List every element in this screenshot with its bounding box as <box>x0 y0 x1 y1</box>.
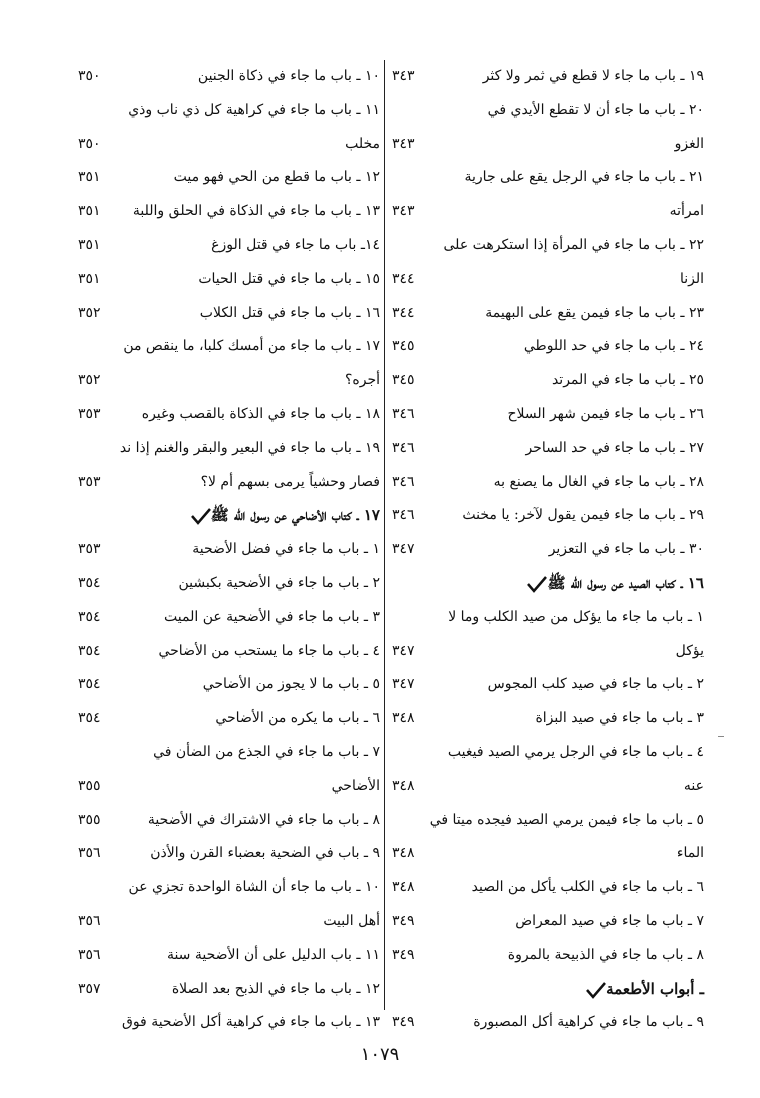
left-column <box>78 60 380 1031</box>
entry-title: مخلب <box>345 135 380 152</box>
entry-title: أهل البيت <box>323 912 380 929</box>
entry-page-number: ٣٤٨ <box>392 845 415 862</box>
entry-page-number: ٣٤٨ <box>392 879 415 896</box>
toc-entry <box>392 60 704 94</box>
entry-page-number: ٣٤٣ <box>392 135 415 152</box>
entry-title: ١٩ ـ باب ما جاء لا قطع في ثمر ولا كثر <box>482 68 704 84</box>
toc-entry <box>78 128 380 162</box>
toc-entry <box>78 195 380 229</box>
entry-page-number: ٣٥٤ <box>78 574 101 591</box>
toc-entry <box>392 161 704 195</box>
entry-page-number: ٣٤٣ <box>392 68 415 84</box>
entry-title: ٢١ ـ باب ما جاء في الرجل يقع على جارية <box>464 169 704 186</box>
toc-entry <box>78 567 380 601</box>
entry-title: ٢٨ ـ باب ما جاء في الغال ما يصنع به <box>493 473 704 490</box>
toc-entry <box>392 905 704 939</box>
section-heading <box>392 973 704 1007</box>
toc-entry <box>392 1006 704 1040</box>
toc-entry <box>78 601 380 635</box>
toc-entry <box>392 837 704 871</box>
entry-page-number: ٣٤٤ <box>392 270 415 287</box>
entry-title: الغزو <box>674 135 704 152</box>
toc-entry <box>78 905 380 939</box>
entry-page-number: ٣٤٧ <box>392 642 415 659</box>
entry-title: ١٤ـ باب ما جاء في قتل الوزغ <box>211 236 380 253</box>
section-heading <box>392 567 704 601</box>
checkmark-icon <box>191 507 211 525</box>
entry-page-number: ٣٤٣ <box>392 203 415 220</box>
toc-entry <box>78 229 380 263</box>
entry-page-number: ٣٤٦ <box>392 439 415 456</box>
toc-entry <box>78 668 380 702</box>
checkmark-icon <box>527 575 547 593</box>
toc-entry <box>392 939 704 973</box>
entry-page-number: ٣٥٠ <box>78 68 101 84</box>
toc-entry <box>78 1006 380 1040</box>
entry-title: ٣٠ ـ باب ما جاء في التعزير <box>548 541 704 558</box>
entry-page-number: ٣٤٨ <box>392 710 415 727</box>
entry-title: ١ ـ باب ما جاء ما يؤكل من صيد الكلب وما لا <box>448 608 704 625</box>
entry-title: ٥ ـ باب ما جاء فيمن يرمي الصيد فيجده ميتا في <box>429 811 704 828</box>
entry-page-number: ٣٥٣ <box>78 541 101 558</box>
entry-title: الأضاحي <box>331 777 380 794</box>
toc-entry <box>78 94 380 128</box>
entry-title: ٤ ـ باب ما جاء ما يستحب من الأضاحي <box>158 642 380 659</box>
section-title: ـ أبواب الأطعمة <box>582 973 704 1007</box>
margin-mark <box>718 736 724 737</box>
toc-entry <box>78 939 380 973</box>
entry-title: ١٩ ـ باب ما جاء في البعير والبقر والغنم إذا ند <box>119 439 380 456</box>
toc-entry <box>78 466 380 500</box>
toc-entry <box>392 432 704 466</box>
entry-page-number: ٣٥٤ <box>78 642 101 659</box>
entry-page-number: ٣٥٦ <box>78 845 101 862</box>
toc-entry <box>78 736 380 770</box>
toc-entry <box>78 330 380 364</box>
entry-title: ٨ ـ باب ما جاء في الذبيحة بالمروة <box>507 946 704 963</box>
entry-title: فصار وحشياً يرمى بسهم أم لا؟ <box>200 473 380 490</box>
toc-entry <box>78 804 380 838</box>
entry-title: ٢٠ ـ باب ما جاء أن لا تقطع الأيدي في <box>487 101 704 118</box>
entry-title: ١٢ ـ باب ما قطع من الحي فهو ميت <box>173 169 380 186</box>
entry-title: ٢٤ ـ باب ما جاء في حد اللوطي <box>523 338 704 355</box>
toc-entry <box>392 94 704 128</box>
toc-entry <box>78 837 380 871</box>
page-number: ١٠٧٩ <box>360 1044 400 1065</box>
entry-title: ١١ ـ باب ما جاء في كراهية كل ذي ناب وذي <box>128 101 380 118</box>
toc-entry <box>392 466 704 500</box>
entry-title: ٣ ـ باب ما جاء في الأضحية عن الميت <box>164 608 380 625</box>
entry-title: ٧ ـ باب ما جاء في صيد المعراض <box>515 912 704 929</box>
entry-page-number: ٣٤٧ <box>392 541 415 558</box>
entry-title: ٧ ـ باب ما جاء في الجذع من الضأن في <box>153 743 380 760</box>
entry-title: ٦ ـ باب ما يكره من الأضاحي <box>215 710 380 727</box>
entry-title: امرأته <box>669 203 704 220</box>
entry-title: ١٥ ـ باب ما جاء في قتل الحيات <box>198 270 380 287</box>
entry-page-number: ٣٥٤ <box>78 710 101 727</box>
entry-title: ١٣ ـ باب ما جاء في كراهية أكل الأضحية فوق <box>121 1014 380 1031</box>
entry-page-number: ٣٥١ <box>78 270 101 287</box>
entry-page-number: ٣٤٦ <box>392 473 415 490</box>
entry-page-number: ٣٤٩ <box>392 1014 415 1031</box>
entry-page-number: ٣٤٦ <box>392 405 415 422</box>
entry-page-number: ٣٥١ <box>78 169 101 186</box>
entry-title: ١٣ ـ باب ما جاء في الذكاة في الحلق واللبة <box>132 203 380 220</box>
entry-page-number: ٣٥٣ <box>78 473 101 490</box>
entry-page-number: ٣٤٩ <box>392 946 415 963</box>
toc-entry <box>392 195 704 229</box>
toc-entry <box>78 432 380 466</box>
entry-title: ٢٦ ـ باب ما جاء فيمن شهر السلاح <box>507 405 704 422</box>
entry-page-number: ٣٥٦ <box>78 912 101 929</box>
toc-entry <box>392 229 704 263</box>
toc-entry <box>78 398 380 432</box>
toc-entry <box>78 263 380 297</box>
entry-title: ١١ ـ باب الدليل على أن الأضحية سنة <box>166 946 380 963</box>
toc-entry <box>78 161 380 195</box>
toc-entry <box>78 297 380 331</box>
entry-title: الزنا <box>679 270 704 287</box>
entry-title: ٨ ـ باب ما جاء في الاشتراك في الأضحية <box>147 811 380 828</box>
toc-entry <box>392 533 704 567</box>
entry-title: ٢ ـ باب ما جاء في الأضحية بكبشين <box>178 574 380 591</box>
toc-entry <box>392 128 704 162</box>
toc-entry <box>392 601 704 635</box>
toc-entry <box>78 871 380 905</box>
entry-title: ٦ ـ باب ما جاء في الكلب يأكل من الصيد <box>471 879 704 896</box>
toc-entry <box>392 770 704 804</box>
toc-entry <box>392 871 704 905</box>
toc-entry <box>392 668 704 702</box>
entry-page-number: ٣٤٨ <box>392 777 415 794</box>
entry-page-number: ٣٥٠ <box>78 135 101 152</box>
entry-title: ٢٩ ـ باب ما جاء فيمن يقول لآخر: يا مخنث <box>462 507 704 524</box>
entry-page-number: ٣٥٢ <box>78 304 101 321</box>
toc-entry <box>392 736 704 770</box>
entry-title: ٥ ـ باب ما لا يجوز من الأضاحي <box>202 676 380 693</box>
entry-title: ١٦ ـ باب ما جاء في قتل الكلاب <box>199 304 380 321</box>
toc-entry <box>392 398 704 432</box>
entry-title: ١٠ ـ باب ما جاء في ذكاة الجنين <box>197 68 380 84</box>
right-column <box>392 60 704 1031</box>
entry-page-number: ٣٥٤ <box>78 608 101 625</box>
entry-title: ١٠ ـ باب ما جاء أن الشاة الواحدة تجزي عن <box>128 879 380 896</box>
entry-page-number: ٣٥٢ <box>78 372 101 389</box>
entry-title: ٢٥ ـ باب ما جاء في المرتد <box>551 372 704 389</box>
entry-title: ١٨ ـ باب ما جاء في الذكاة بالقصب وغيره <box>141 405 380 422</box>
entry-title: ١٧ ـ باب ما جاء من أمسك كلبا، ما ينقص من <box>123 338 380 355</box>
entry-title: ٢٢ ـ باب ما جاء في المرأة إذا استكرهت على <box>443 236 704 253</box>
entry-page-number: ٣٥١ <box>78 236 101 253</box>
entry-page-number: ٣٥٦ <box>78 946 101 963</box>
entry-page-number: ٣٤٦ <box>392 507 415 524</box>
entry-title: أجره؟ <box>344 372 380 389</box>
toc-entry <box>392 263 704 297</box>
toc-entry <box>392 364 704 398</box>
entry-title: ٩ ـ باب ما جاء في كراهية أكل المصبورة <box>473 1014 704 1031</box>
section-heading <box>78 499 380 533</box>
entry-page-number: ٣٥١ <box>78 203 101 220</box>
section-title: ١٧ ـ كتاب الأضاحي عن رسول الله ﷺ <box>187 499 380 533</box>
checkmark-icon <box>586 981 606 999</box>
entry-title: ٩ ـ باب في الضحية بعضباء القرن والأذن <box>150 845 380 862</box>
toc-entry <box>392 499 704 533</box>
toc-entry <box>78 635 380 669</box>
entry-page-number: ٣٤٥ <box>392 372 415 389</box>
entry-title: ٢٣ ـ باب ما جاء فيمن يقع على البهيمة <box>485 304 704 321</box>
toc-entry <box>392 635 704 669</box>
entry-page-number: ٣٤٤ <box>392 304 415 321</box>
entry-title: يؤكل <box>675 642 704 659</box>
toc-entry <box>392 804 704 838</box>
toc-entry <box>78 533 380 567</box>
entry-page-number: ٣٥٣ <box>78 405 101 422</box>
entry-page-number: ٣٥٥ <box>78 811 101 828</box>
entry-page-number: ٣٥٥ <box>78 777 101 794</box>
toc-entry <box>78 60 380 94</box>
section-title: ١٦ ـ كتاب الصيد عن رسول الله ﷺ <box>523 567 704 601</box>
entry-title: ٤ ـ باب ما جاء في الرجل يرمي الصيد فيغيب <box>447 743 704 760</box>
entry-title: ١ ـ باب ما جاء في فضل الأضحية <box>192 541 380 558</box>
toc-entry <box>78 973 380 1007</box>
entry-title: الماء <box>676 845 704 862</box>
entry-title: ٢٧ ـ باب ما جاء في حد الساحر <box>525 439 704 456</box>
toc-entry <box>392 702 704 736</box>
toc-entry <box>78 364 380 398</box>
entry-page-number: ٣٤٩ <box>392 912 415 929</box>
toc-entry <box>392 330 704 364</box>
entry-title: عنه <box>683 777 704 794</box>
entry-page-number: ٣٤٧ <box>392 676 415 693</box>
entry-title: ١٢ ـ باب ما جاء في الذبح بعد الصلاة <box>171 980 380 997</box>
entry-title: ٣ ـ باب ما جاء في صيد البزاة <box>535 710 704 727</box>
entry-title: ٢ ـ باب ما جاء في صيد كلب المجوس <box>487 676 704 693</box>
entry-page-number: ٣٥٤ <box>78 676 101 693</box>
column-divider <box>384 60 385 1010</box>
toc-entry <box>78 702 380 736</box>
toc-entry <box>78 770 380 804</box>
entry-page-number: ٣٤٥ <box>392 338 415 355</box>
entry-page-number: ٣٥٧ <box>78 980 101 997</box>
toc-entry <box>392 297 704 331</box>
